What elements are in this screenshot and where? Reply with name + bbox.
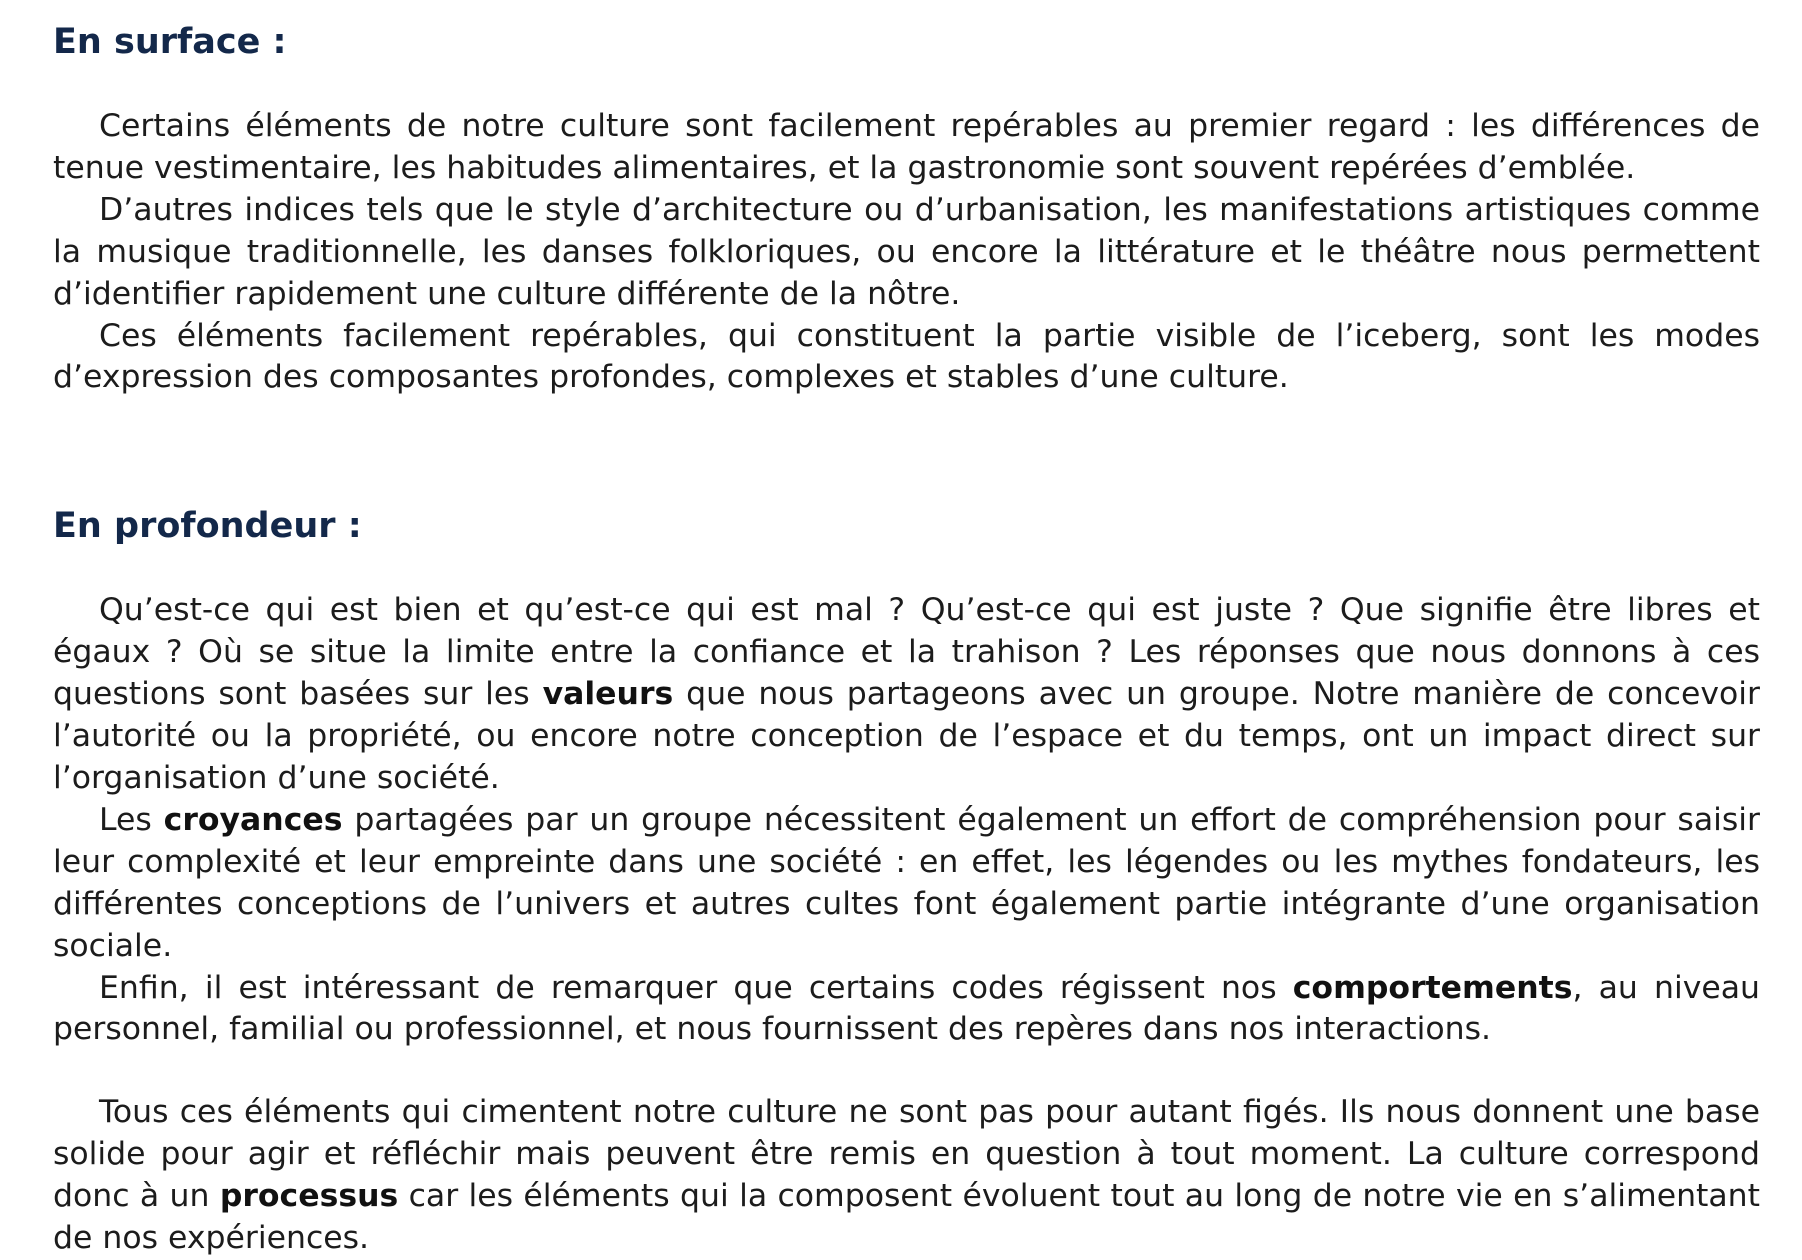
depth-p4-text-after: car les éléments qui la composent évoluent tout au long de notre vie en s’alimentant de nos expériences. <box>53 1178 1761 1257</box>
depth-p3-text-after: , au niveau personnel, familial ou professionnel, et nous fournissent des repères dans nos interactions. <box>53 969 1761 1048</box>
depth-p2-text-after: partagées par un groupe nécessitent également un effort de compréhension pour saisir leur complexité et leur empreinte dans une société : en effet, les légendes ou les mythes fondateurs, les différentes conceptions de l’univers et autres cultes font également partie intégrante d’une organisation sociale. <box>53 801 1760 964</box>
surface-paragraph-1: Certains éléments de notre culture sont facilement repérables au premier regard : les différences de tenue vestimentaire, les habitudes alimentaires, et la gastronomie sont souvent repérées d’emblée. <box>53 108 1760 186</box>
keyword-croyances: croyances <box>163 801 343 838</box>
depth-p2-text-before: Les <box>99 801 164 838</box>
keyword-valeurs: valeurs <box>542 676 674 713</box>
depth-p3-text-before: Enfin, il est intéressant de remarquer que certains codes régissent nos <box>99 969 1293 1006</box>
depth-p4-text-before: Tous ces éléments qui cimentent notre culture ne sont pas pour autant figés. Ils nous donnent une base solide pour agir et réfléchir mais peuvent être remis en question à tout moment. La culture correspond donc à un <box>53 1094 1760 1215</box>
depth-p1-text-after: que nous partageons avec un groupe. Notre manière de concevoir l’autorité ou la propriété, ou encore notre conception de l’espace et du temps, ont un impact direct sur l’organisation d’une société. <box>53 676 1760 796</box>
keyword-processus: processus <box>219 1178 399 1215</box>
keyword-comportements: comportements <box>1292 969 1573 1006</box>
surface-paragraph-3: Ces éléments facilement repérables, qui constituent la partie visible de l’iceberg, sont les modes d’expression des composantes profondes, complexes et stables d’une culture. <box>53 317 1760 396</box>
depth-p1-text-before: Qu’est-ce qui est bien et qu’est-ce qui est mal ? Qu’est-ce qui est juste ? Que signifie être libres et égaux ? Où se situe la limite entre la confiance et la trahison ? Les réponses que nous donnons à ces questions sont basées sur les <box>53 592 1760 713</box>
depth-paragraph-4 <box>53 1092 1760 1260</box>
heading-depth: En profondeur : <box>53 506 362 547</box>
depth-paragraph-1 <box>53 590 1760 800</box>
depth-paragraph-3 <box>53 968 1760 1052</box>
surface-paragraph-2: D’autres indices tels que le style d’architecture ou d’urbanisation, les manifestations artistiques comme la musique traditionnelle, les danses folkloriques, ou encore la littérature et le théâtre nous permettent d’identifier rapidement une culture différente de la nôtre. <box>53 191 1760 312</box>
heading-surface: En surface : <box>53 22 287 62</box>
depth-paragraph-2 <box>53 800 1760 968</box>
document-body <box>53 16 1760 1260</box>
